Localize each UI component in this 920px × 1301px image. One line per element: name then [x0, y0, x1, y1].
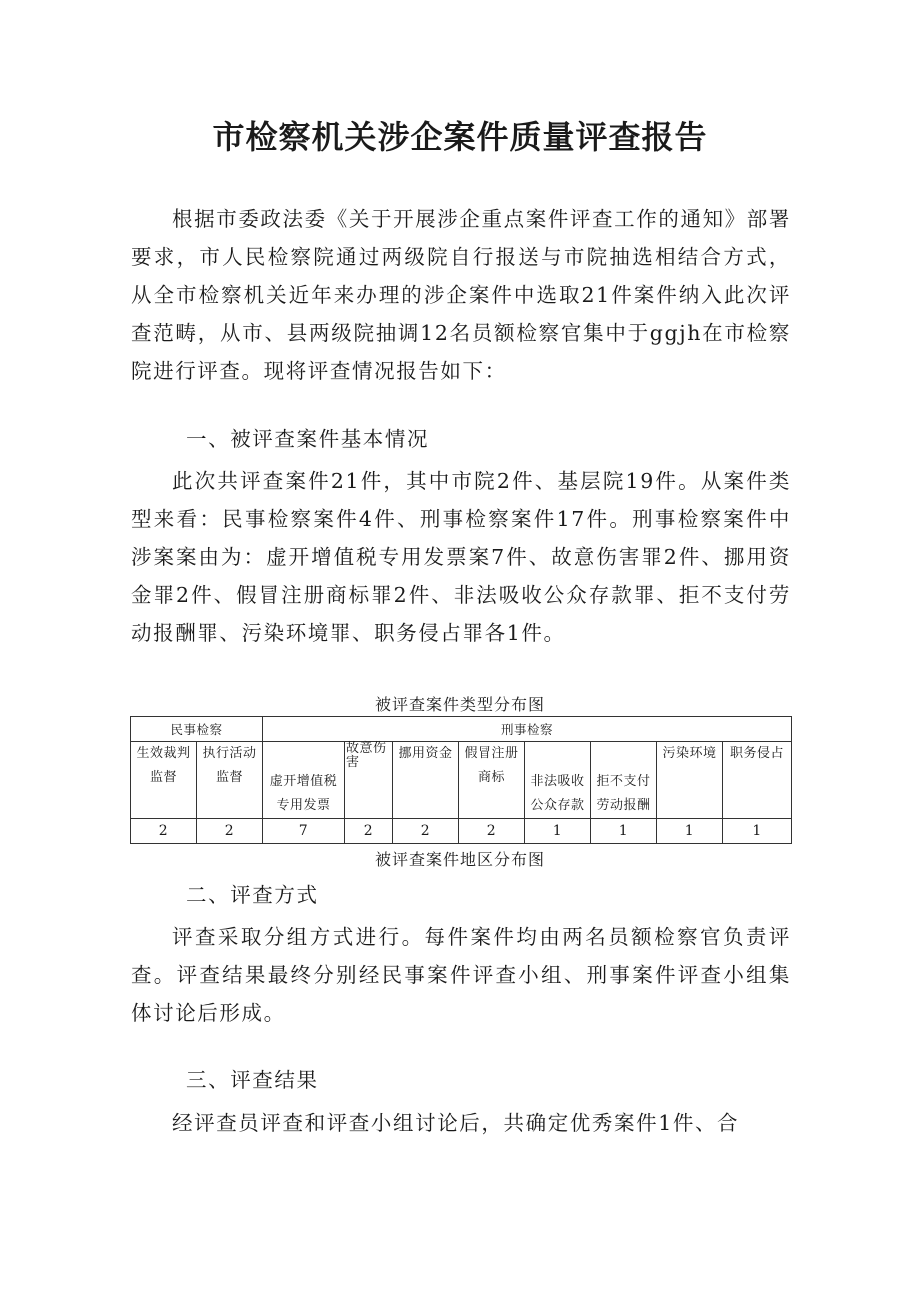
section-2-heading: 二、评查方式: [186, 883, 319, 907]
header-cell: 假冒注册 商标: [459, 742, 525, 819]
value-cell: 2: [197, 819, 263, 844]
page-title: 市检察机关涉企案件质量评查报告: [212, 118, 708, 156]
value-cell: 2: [393, 819, 459, 844]
table-group-row: [131, 717, 792, 742]
section-1-body: 此次共评查案件21件，其中市院2件、基层院19件。从案件类型来看：民事检察案件4件、刑事检察案件17件。刑事检察案件中涉案案由为：虚开增值税专用发票案7件、故意伤害罪2件、挪用资金罪2件、假冒注册商标罪2件、非法吸收公众存款罪、拒不支付劳动报酬罪、污染环境罪、职务侵占罪各1件。: [131, 469, 791, 645]
table-value-row: [131, 819, 792, 844]
header-cell: 污染环境: [657, 742, 723, 819]
header-cell: 非法吸收 公众存款: [525, 742, 591, 819]
header-cell: 虚开增值税 专用发票: [263, 742, 345, 819]
group-civil: 民事检察: [131, 717, 263, 742]
value-cell: 1: [525, 819, 591, 844]
table-caption-top: 被评查案件类型分布图: [374, 695, 545, 714]
value-cell: 7: [263, 819, 345, 844]
value-cell: 2: [345, 819, 393, 844]
header-cell: 生效裁判 监督: [131, 742, 197, 819]
section-3-heading: 三、评查结果: [186, 1068, 319, 1092]
header-cell: 故意伤 害: [345, 742, 393, 819]
group-criminal: 刑事检察: [263, 717, 792, 742]
header-cell: 拒不支付 劳动报酬: [591, 742, 657, 819]
intro-paragraph: 根据市委政法委《关于开展涉企重点案件评查工作的通知》部署要求，市人民检察院通过两级院自行报送与市院抽选相结合方式，从全市检察机关近年来办理的涉企案件中选取21件案件纳入此次评查范畴，从市、县两级院抽调12名员额检察官集中于ggjh在市检察院进行评查。现将评查情况报告如下：: [131, 207, 791, 383]
value-cell: 1: [657, 819, 723, 844]
header-cell: 执行活动 监督: [197, 742, 263, 819]
value-cell: 1: [591, 819, 657, 844]
value-cell: 2: [459, 819, 525, 844]
section-3-body: 经评查员评查和评查小组讨论后，共确定优秀案件1件、合: [172, 1111, 740, 1135]
table-header-row: [131, 742, 792, 819]
section-1-heading: 一、被评查案件基本情况: [186, 427, 430, 451]
header-cell: 挪用资金: [393, 742, 459, 819]
case-type-table: [130, 716, 792, 844]
header-cell: 职务侵占: [723, 742, 792, 819]
value-cell: 2: [131, 819, 197, 844]
value-cell: 1: [723, 819, 792, 844]
section-2-body: 评查采取分组方式进行。每件案件均由两名员额检察官负责评查。评查结果最终分别经民事案件评查小组、刑事案件评查小组集体讨论后形成。: [131, 925, 791, 1025]
table-caption-bottom: 被评查案件地区分布图: [374, 850, 545, 869]
